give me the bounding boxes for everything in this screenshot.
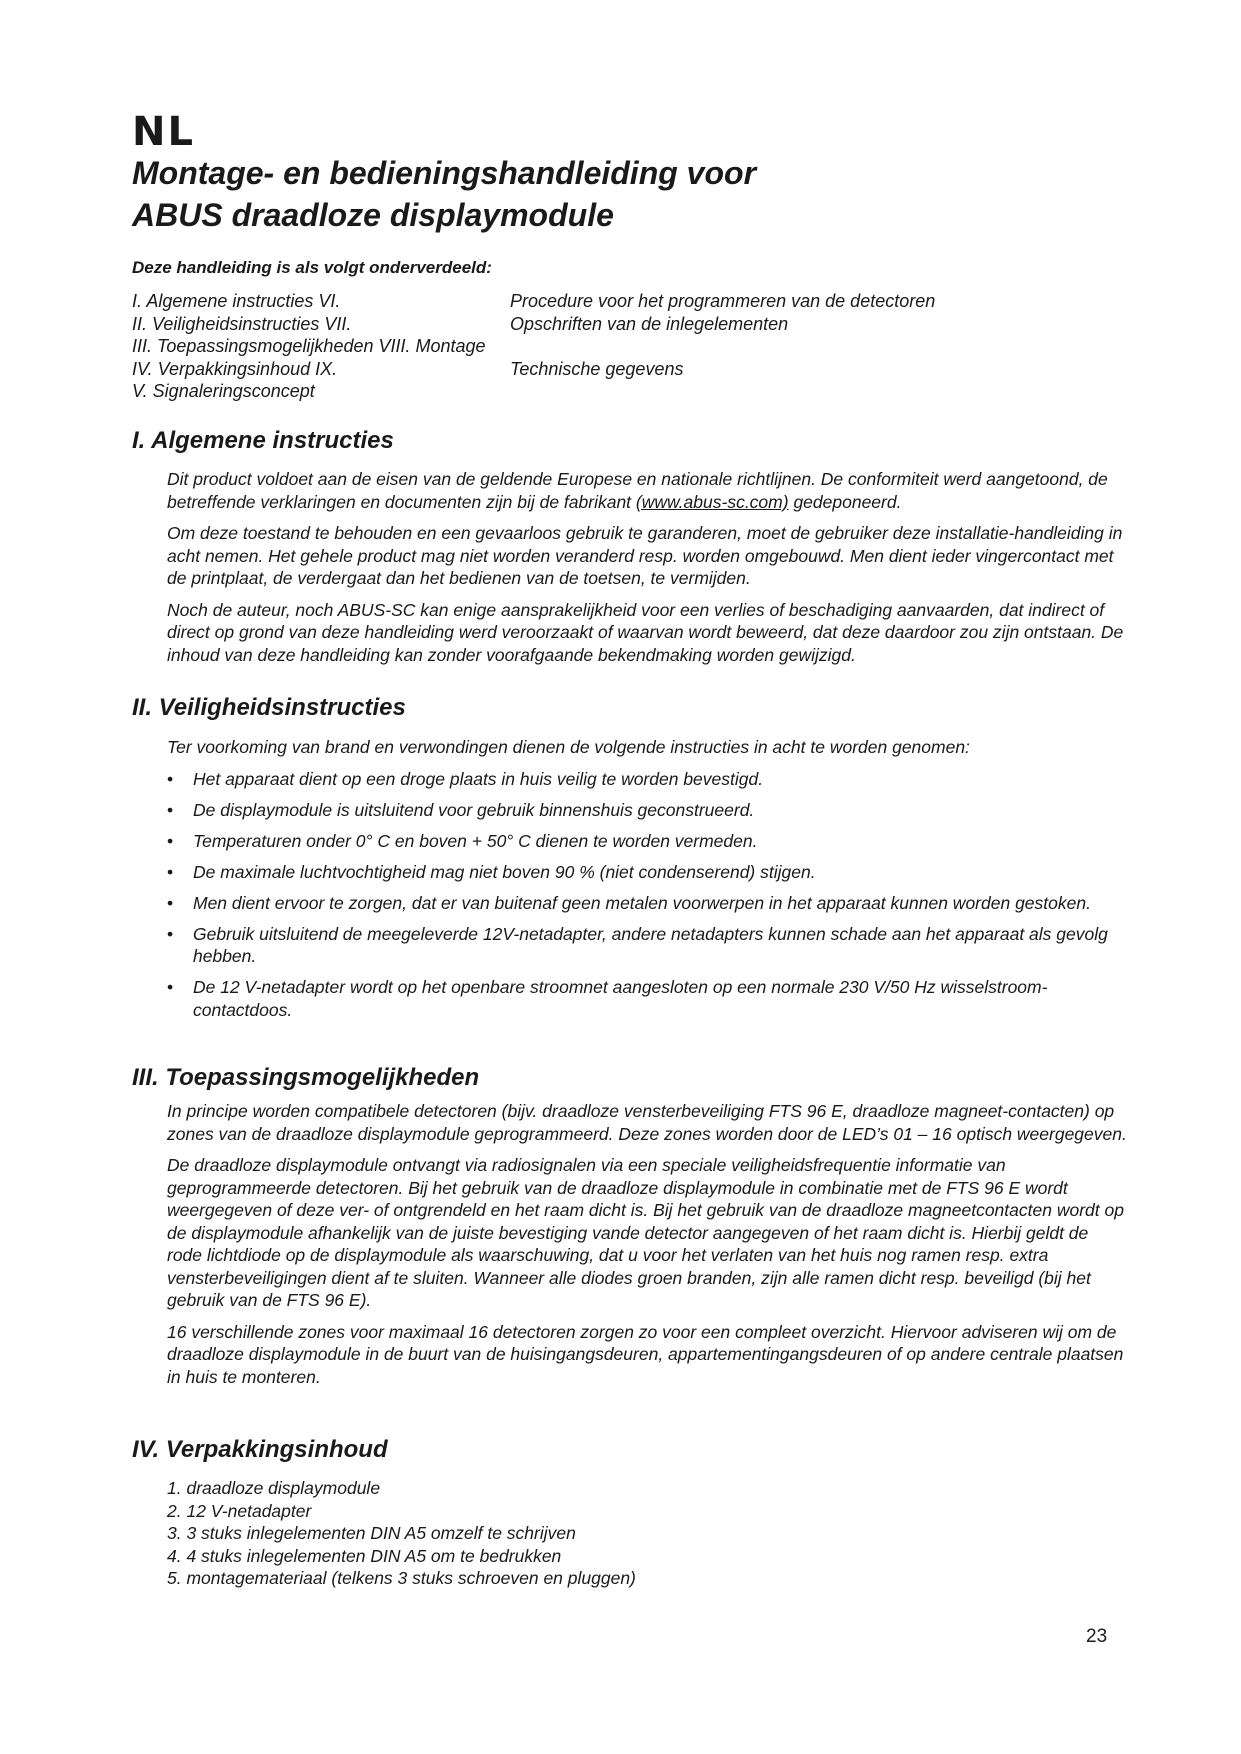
safety-instructions-list: [167, 768, 1127, 1022]
list-item: • Gebruik uitsluitend de meegeleverde 12V-netadapter, andere netadapters kunnen schade aan het apparaat als gevolg hebben.: [167, 923, 1127, 968]
paragraph: De draadloze displaymodule ontvangt via radiosignalen via een speciale veiligheidsfrequentie informatie van geprogrammeerde detectoren. Bij het gebruik van de draadloze displaymodule in combinatie met de FTS 96 E wordt weergegeven of deze ver- of ontgrendeld en het raam dicht is. Bij het gebruik van de draadloze magneetcontacten wordt op de displaymodule afhankelijk van de juiste bevestiging vande detector aangegeven of het raam dicht is. Hierbij geldt de rode lichtdiode op de displaymodule als waarschuwing, dat u voor het verlaten van het huis nog ramen resp. extra vensterbeveiligingen dient af te sluiten. Wanneer alle diodes groen branden, zijn alle ramen dicht resp. beveiligd (bij het gebruik van de FTS 96 E).: [167, 1155, 1124, 1310]
paragraph-text: gedeponeerd.: [788, 491, 902, 512]
list-item: • De displaymodule is uitsluitend voor gebruik binnenshuis geconstrueerd.: [167, 799, 1127, 822]
table-of-contents: [132, 290, 1032, 403]
paragraph: Noch de auteur, noch ABUS-SC kan enige aansprakelijkheid voor een verlies of beschadiging aanvaarden, dat indirect of direct op grond van deze handleiding werd veroorzaakt of waarvan wordt beweerd, dat deze daardoor zou zijn ontstaan. De inhoud van deze handleiding kan zonder voorafgaande bekendmaking worden gewijzigd.: [167, 599, 1124, 665]
toc-row: [132, 380, 1032, 403]
toc-entry-right: Procedure voor het programmeren van de detectoren: [510, 291, 936, 311]
list-item: 4. 4 stuks inlegelementen DIN A5 om te bedrukken: [167, 1545, 562, 1566]
toc-row: [132, 358, 1032, 381]
toc-entry-left: V. Signaleringsconcept: [132, 381, 315, 401]
section-body-algemene-instructies: [167, 468, 1127, 675]
list-item: • Men dient ervoor te zorgen, dat er van buitenaf geen metalen voorwerpen in het apparaat kunnen worden gestoken.: [167, 892, 1127, 915]
paragraph: 16 verschillende zones voor maximaal 16 detectoren zorgen zo voor een compleet overzicht. Hiervoor adviseren wij om de draadloze displaymodule in de buurt van de huisingangsdeuren, appartementingangsdeuren of op andere centrale plaatsen in huis te monteren.: [167, 1321, 1124, 1387]
list-item: • Temperaturen onder 0° C en boven + 50° C dienen te worden vermeden.: [167, 830, 1127, 853]
paragraph: Om deze toestand te behouden en een gevaarloos gebruik te garanderen, moet de gebruiker deze installatie-handleiding in acht nemen. Het gehele product mag niet worden veranderd resp. worden omgebouwd. Men dient ieder vingercontact met de printplaat, de verdergaat dan het bedienen van de toetsen, te vermijden.: [167, 523, 1123, 588]
section-body-toepassingsmogelijkheden: [167, 1100, 1127, 1397]
toc-entry-left: IV. Verpakkingsinhoud IX.: [132, 358, 338, 379]
package-contents-list: [167, 1477, 1127, 1590]
section-heading-toepassingsmogelijkheden: III. Toepassingsmogelijkheden: [132, 1064, 480, 1091]
page-number: 23: [1086, 1626, 1108, 1647]
title-line-1: Montage- en bedieningshandleiding voor: [132, 155, 757, 191]
section-heading-verpakkingsinhoud: IV. Verpakkingsinhoud: [132, 1436, 388, 1463]
page-title: [132, 152, 1112, 236]
toc-entry-left: II. Veiligheidsinstructies VII.: [132, 313, 352, 334]
list-item: 5. montagemateriaal (telkens 3 stuks schroeven en pluggen): [167, 1568, 636, 1588]
list-item: • Het apparaat dient op een droge plaats in huis veilig te worden bevestigd.: [167, 768, 1127, 791]
abus-website-link[interactable]: (www.abus-sc.com): [635, 491, 789, 512]
list-item: 2. 12 V-netadapter: [167, 1500, 312, 1521]
toc-row: [132, 290, 1032, 313]
paragraph: [167, 468, 1127, 513]
section-body-verpakkingsinhoud: [167, 1477, 1127, 1590]
toc-entry-left: III. Toepassingsmogelijkheden VIII. Montage: [132, 336, 486, 356]
language-code: NL: [132, 109, 195, 155]
section-body-veiligheidsinstructies: [167, 736, 1127, 1030]
toc-heading: Deze handleiding is als volgt onderverdeeld:: [132, 258, 492, 277]
toc-entry-left: I. Algemene instructies VI.: [132, 291, 341, 311]
list-item: • De maximale luchtvochtigheid mag niet boven 90 % (niet condenserend) stijgen.: [167, 861, 1127, 884]
section-heading-veiligheidsinstructies: II. Veiligheidsinstructies: [132, 694, 406, 721]
toc-entry-right: Opschriften van de inlegelementen: [510, 313, 789, 334]
list-item: • De 12 V-netadapter wordt op het openbare stroomnet aangesloten op een normale 230 V/50 Hz wisselstroom-contactdoos.: [167, 976, 1127, 1021]
toc-row: [132, 335, 1032, 358]
paragraph: In principe worden compatibele detectoren (bijv. draadloze vensterbeveiliging FTS 96 E, draadloze magneet-contacten) op zones van de draadloze displaymodule geprogrammeerd. Deze zones worden door de LED’s 01 – 16 optisch weergegeven.: [167, 1101, 1127, 1144]
title-line-2: ABUS draadloze displaymodule: [132, 197, 614, 233]
toc-row: [132, 313, 1032, 336]
paragraph: Ter voorkoming van brand en verwondingen dienen de volgende instructies in acht te worden genomen:: [167, 737, 970, 757]
paragraph-text: Dit product voldoet aan de eisen van de geldende Europese en nationale richtlijnen. De conformiteit werd aangetoond, de betreffende verklaringen en documenten zijn bij de fabrikant: [167, 469, 1108, 512]
list-item: 3. 3 stuks inlegelementen DIN A5 omzelf te schrijven: [167, 1523, 576, 1543]
toc-entry-right: Technische gegevens: [510, 358, 684, 379]
list-item: 1. draadloze displaymodule: [167, 1478, 381, 1498]
section-heading-algemene-instructies: I. Algemene instructies: [132, 427, 394, 454]
